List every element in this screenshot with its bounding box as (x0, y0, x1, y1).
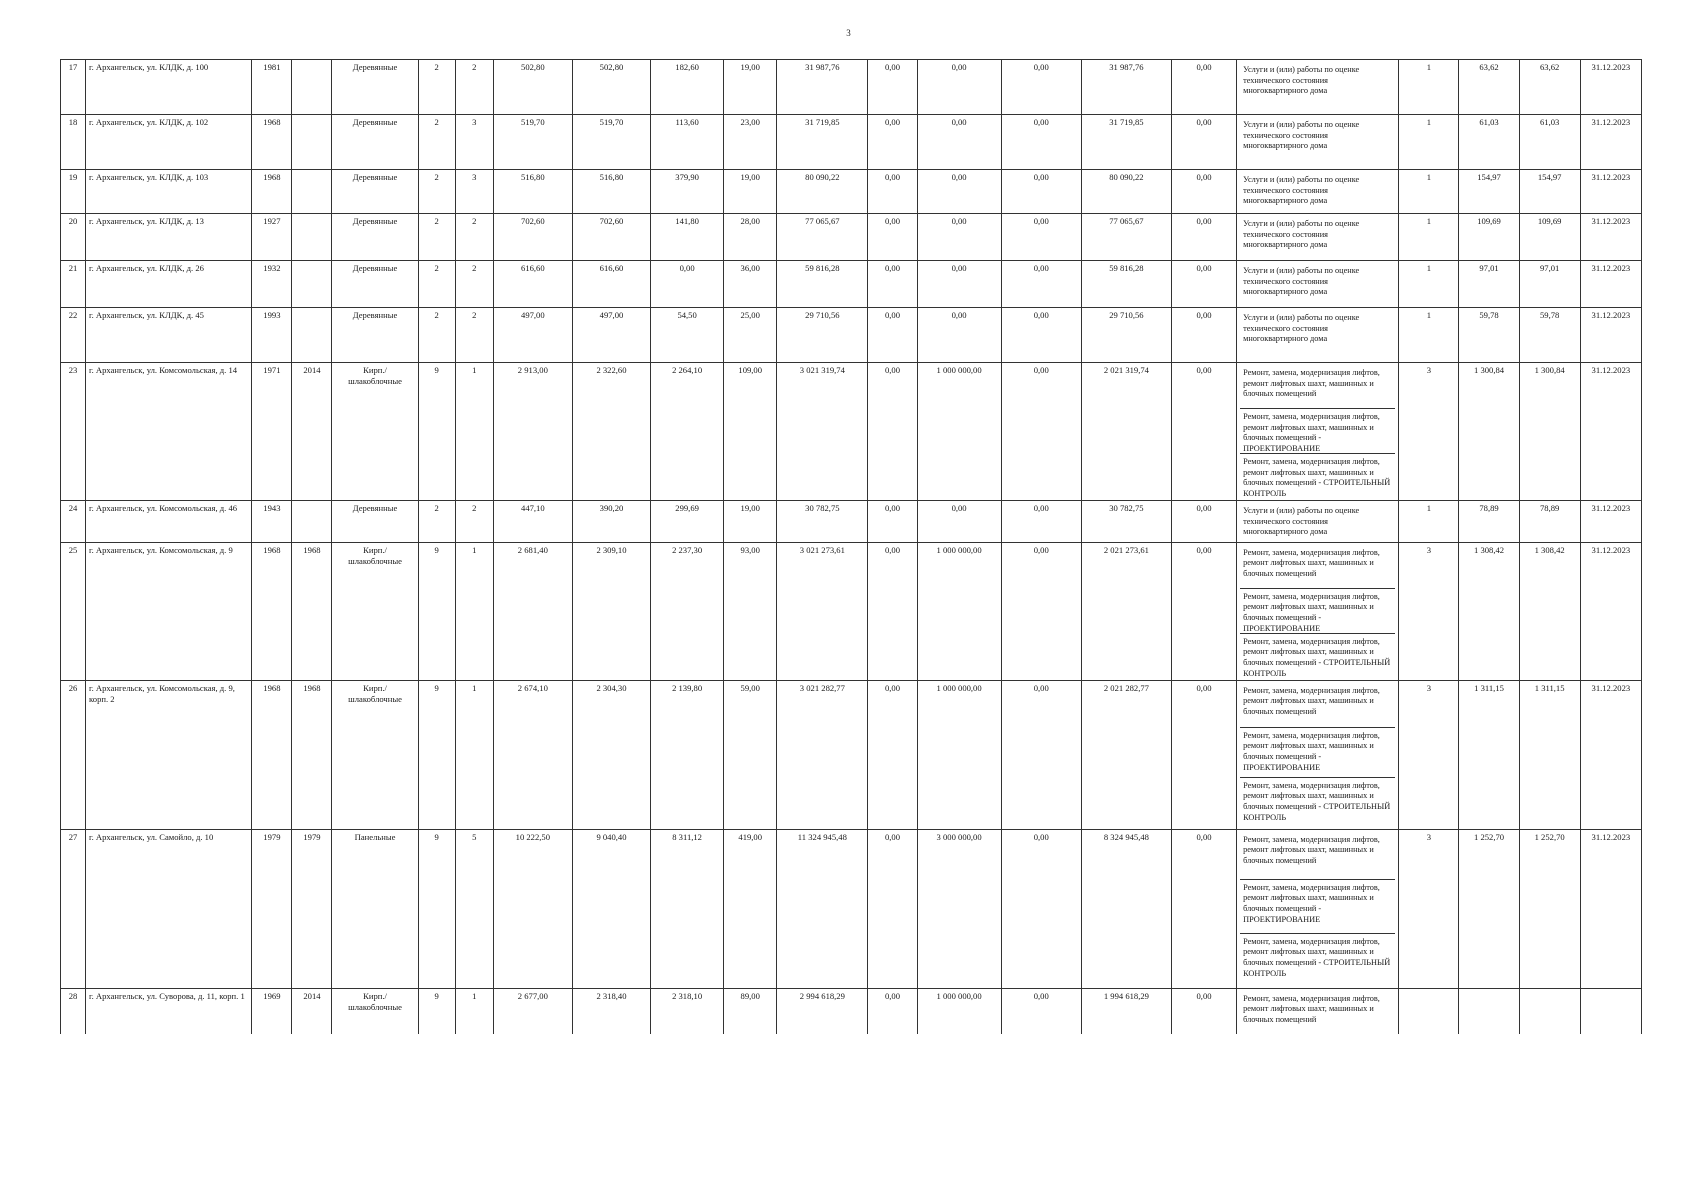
cell-area-living: 2 318,40 (572, 988, 650, 1034)
cell-address: г. Архангельск, ул. КЛДК, д. 103 (86, 170, 252, 214)
cell-fund-federal: 0,00 (868, 60, 917, 115)
cell-area-living: 497,00 (572, 308, 650, 363)
cell-fund-municipal: 0,00 (1001, 308, 1081, 363)
cell-fund-federal: 0,00 (868, 115, 917, 170)
cell-area-owned: 182,60 (651, 60, 724, 115)
cell-residents: 28,00 (724, 214, 777, 261)
cell-fund-regional: 0,00 (917, 308, 1001, 363)
cell-address: г. Архангельск, ул. Комсомольская, д. 9 (86, 542, 252, 680)
table-row (61, 170, 1642, 214)
cell-fund-municipal: 0,00 (1001, 261, 1081, 308)
cell-area-living: 2 309,10 (572, 542, 650, 680)
cell-cost-total: 3 021 273,61 (777, 542, 868, 680)
cell-residents: 23,00 (724, 115, 777, 170)
cell-cost-total: 2 994 618,29 (777, 988, 868, 1034)
cell-address: г. Архангельск, ул. КЛДК, д. 13 (86, 214, 252, 261)
cell-deadline: 31.12.2023 (1580, 363, 1641, 501)
cell-cost-total: 31 987,76 (777, 60, 868, 115)
cell-num: 21 (61, 261, 86, 308)
cell-year-overhaul (292, 115, 332, 170)
cell-num: 25 (61, 542, 86, 680)
cell-works (1237, 542, 1399, 680)
cell-area-owned: 2 139,80 (651, 680, 724, 829)
cell-floors: 2 (418, 501, 455, 543)
cell-entrances: 1 (455, 680, 493, 829)
work-item: Услуги и (или) работы по оценке технического состояния многоквартирного дома (1243, 65, 1360, 96)
cell-wall-material: Деревянные (332, 308, 418, 363)
cell-floors: 2 (418, 115, 455, 170)
cell-limit-cost (1519, 988, 1580, 1034)
cell-fund-owners: 59 816,28 (1081, 261, 1171, 308)
cell-num: 20 (61, 214, 86, 261)
cell-fund-regional: 3 000 000,00 (917, 829, 1001, 988)
cell-floors: 2 (418, 308, 455, 363)
cell-cost-total: 11 324 945,48 (777, 829, 868, 988)
cell-wall-material: Кирп./ шлакоблочные (332, 542, 418, 680)
cell-entrances: 5 (455, 829, 493, 988)
cell-works-count: 1 (1399, 60, 1459, 115)
cell-fund-owners: 2 021 273,61 (1081, 542, 1171, 680)
cell-fund-municipal: 0,00 (1001, 60, 1081, 115)
cell-year-built: 1968 (252, 115, 292, 170)
work-item: Ремонт, замена, модернизация лифтов, ремонт лифтовых шахт, машинных и блочных помещений - СТРОИТЕЛЬНЫЙ КОНТРОЛЬ (1243, 780, 1391, 822)
cell-fund-other: 0,00 (1171, 501, 1236, 543)
cell-fund-federal: 0,00 (868, 363, 917, 501)
table-row (61, 501, 1642, 543)
cell-residents: 419,00 (724, 829, 777, 988)
cell-cost-total: 77 065,67 (777, 214, 868, 261)
cell-limit-cost: 59,78 (1519, 308, 1580, 363)
work-item: Ремонт, замена, модернизация лифтов, ремонт лифтовых шахт, машинных и блочных помещений - ПРОЕКТИРОВАНИЕ (1240, 589, 1395, 634)
cell-fund-regional: 0,00 (917, 60, 1001, 115)
table-row (61, 363, 1642, 501)
cell-entrances: 2 (455, 501, 493, 543)
cell-fund-regional: 0,00 (917, 501, 1001, 543)
cell-year-overhaul (292, 170, 332, 214)
cell-unit-cost: 59,78 (1459, 308, 1519, 363)
table-row (61, 115, 1642, 170)
cell-area-living: 502,80 (572, 60, 650, 115)
cell-limit-cost: 63,62 (1519, 60, 1580, 115)
cell-deadline: 31.12.2023 (1580, 829, 1641, 988)
cell-area-total: 447,10 (493, 501, 572, 543)
cell-deadline: 31.12.2023 (1580, 308, 1641, 363)
cell-year-overhaul: 1968 (292, 542, 332, 680)
cell-works (1237, 308, 1399, 363)
cell-fund-municipal: 0,00 (1001, 680, 1081, 829)
cell-fund-regional: 1 000 000,00 (917, 680, 1001, 829)
cell-fund-municipal: 0,00 (1001, 170, 1081, 214)
page-number: 3 (846, 28, 851, 38)
cell-num: 23 (61, 363, 86, 501)
cell-fund-municipal: 0,00 (1001, 214, 1081, 261)
cell-fund-owners: 29 710,56 (1081, 308, 1171, 363)
work-item: Ремонт, замена, модернизация лифтов, ремонт лифтовых шахт, машинных и блочных помещений (1243, 993, 1380, 1025)
cell-fund-owners: 8 324 945,48 (1081, 829, 1171, 988)
cell-wall-material: Деревянные (332, 60, 418, 115)
cell-year-built: 1968 (252, 680, 292, 829)
cell-fund-municipal: 0,00 (1001, 829, 1081, 988)
cell-wall-material: Деревянные (332, 214, 418, 261)
cell-works (1237, 170, 1399, 214)
cell-area-total: 519,70 (493, 115, 572, 170)
cell-deadline: 31.12.2023 (1580, 214, 1641, 261)
cell-fund-other: 0,00 (1171, 60, 1236, 115)
cell-floors: 2 (418, 170, 455, 214)
cell-wall-material: Кирп./ шлакоблочные (332, 680, 418, 829)
cell-year-overhaul (292, 60, 332, 115)
cell-fund-municipal: 0,00 (1001, 988, 1081, 1034)
cell-area-owned: 54,50 (651, 308, 724, 363)
cell-fund-other: 0,00 (1171, 261, 1236, 308)
cell-area-owned: 2 237,30 (651, 542, 724, 680)
cell-fund-owners: 77 065,67 (1081, 214, 1171, 261)
cell-unit-cost: 97,01 (1459, 261, 1519, 308)
cell-num: 19 (61, 170, 86, 214)
cell-entrances: 1 (455, 363, 493, 501)
cell-address: г. Архангельск, ул. Комсомольская, д. 14 (86, 363, 252, 501)
cell-area-owned: 113,60 (651, 115, 724, 170)
cell-area-total: 10 222,50 (493, 829, 572, 988)
cell-deadline (1580, 988, 1641, 1034)
cell-cost-total: 29 710,56 (777, 308, 868, 363)
cell-num: 17 (61, 60, 86, 115)
cell-year-overhaul (292, 214, 332, 261)
cell-year-overhaul: 2014 (292, 988, 332, 1034)
cell-fund-other: 0,00 (1171, 542, 1236, 680)
cell-fund-federal: 0,00 (868, 542, 917, 680)
cell-year-overhaul (292, 501, 332, 543)
cell-fund-other: 0,00 (1171, 829, 1236, 988)
cell-fund-regional: 1 000 000,00 (917, 988, 1001, 1034)
cell-wall-material: Кирп./ шлакоблочные (332, 988, 418, 1034)
cell-cost-total: 3 021 319,74 (777, 363, 868, 501)
cell-floors: 2 (418, 261, 455, 308)
cell-area-owned: 0,00 (651, 261, 724, 308)
cell-area-owned: 379,90 (651, 170, 724, 214)
cell-residents: 19,00 (724, 60, 777, 115)
cell-unit-cost: 63,62 (1459, 60, 1519, 115)
cell-limit-cost: 1 308,42 (1519, 542, 1580, 680)
cell-area-living: 616,60 (572, 261, 650, 308)
table-row (61, 214, 1642, 261)
cell-floors: 2 (418, 60, 455, 115)
table-row (61, 988, 1642, 1034)
cell-year-overhaul (292, 261, 332, 308)
cell-area-owned: 299,69 (651, 501, 724, 543)
cell-fund-municipal: 0,00 (1001, 501, 1081, 543)
cell-area-living: 2 304,30 (572, 680, 650, 829)
cell-fund-federal: 0,00 (868, 829, 917, 988)
cell-fund-federal: 0,00 (868, 680, 917, 829)
cell-year-overhaul (292, 308, 332, 363)
cell-fund-federal: 0,00 (868, 988, 917, 1034)
cell-address: г. Архангельск, ул. Суворова, д. 11, корп. 1 (86, 988, 252, 1034)
cell-works (1237, 829, 1399, 988)
cell-entrances: 3 (455, 115, 493, 170)
cell-year-overhaul: 1968 (292, 680, 332, 829)
cell-works (1237, 501, 1399, 543)
cell-unit-cost: 78,89 (1459, 501, 1519, 543)
cell-works (1237, 214, 1399, 261)
cell-entrances: 2 (455, 60, 493, 115)
cell-area-total: 702,60 (493, 214, 572, 261)
cell-year-built: 1927 (252, 214, 292, 261)
cell-works-count: 1 (1399, 308, 1459, 363)
cell-address: г. Архангельск, ул. Самойло, д. 10 (86, 829, 252, 988)
cell-area-living: 516,80 (572, 170, 650, 214)
cell-wall-material: Деревянные (332, 170, 418, 214)
table-row (61, 261, 1642, 308)
cell-residents: 25,00 (724, 308, 777, 363)
cell-fund-other: 0,00 (1171, 115, 1236, 170)
cell-fund-federal: 0,00 (868, 501, 917, 543)
cell-deadline: 31.12.2023 (1580, 115, 1641, 170)
cell-fund-regional: 0,00 (917, 115, 1001, 170)
cell-deadline: 31.12.2023 (1580, 542, 1641, 680)
work-item: Ремонт, замена, модернизация лифтов, ремонт лифтовых шахт, машинных и блочных помещений (1240, 545, 1395, 589)
cell-deadline: 31.12.2023 (1580, 60, 1641, 115)
cell-floors: 9 (418, 680, 455, 829)
cell-fund-municipal: 0,00 (1001, 363, 1081, 501)
cell-wall-material: Деревянные (332, 501, 418, 543)
cell-year-built: 1981 (252, 60, 292, 115)
cell-area-total: 2 674,10 (493, 680, 572, 829)
cell-address: г. Архангельск, ул. Комсомольская, д. 46 (86, 501, 252, 543)
cell-year-built: 1969 (252, 988, 292, 1034)
cell-fund-federal: 0,00 (868, 170, 917, 214)
work-item: Услуги и (или) работы по оценке технического состояния многоквартирного дома (1243, 120, 1360, 151)
cell-floors: 9 (418, 542, 455, 680)
cell-deadline: 31.12.2023 (1580, 501, 1641, 543)
work-item: Ремонт, замена, модернизация лифтов, ремонт лифтовых шахт, машинных и блочных помещений (1240, 683, 1395, 728)
cell-unit-cost: 61,03 (1459, 115, 1519, 170)
cell-year-built: 1993 (252, 308, 292, 363)
cell-works-count: 1 (1399, 115, 1459, 170)
cell-fund-owners: 2 021 319,74 (1081, 363, 1171, 501)
cell-unit-cost: 1 308,42 (1459, 542, 1519, 680)
cell-area-total: 516,80 (493, 170, 572, 214)
cell-year-built: 1971 (252, 363, 292, 501)
cell-residents: 59,00 (724, 680, 777, 829)
cell-works (1237, 115, 1399, 170)
cell-unit-cost: 1 252,70 (1459, 829, 1519, 988)
cell-unit-cost: 154,97 (1459, 170, 1519, 214)
cell-area-total: 616,60 (493, 261, 572, 308)
cell-entrances: 2 (455, 261, 493, 308)
cell-fund-other: 0,00 (1171, 170, 1236, 214)
cell-works (1237, 60, 1399, 115)
cell-num: 26 (61, 680, 86, 829)
work-item: Услуги и (или) работы по оценке технического состояния многоквартирного дома (1243, 175, 1360, 206)
cell-wall-material: Кирп./ шлакоблочные (332, 363, 418, 501)
cell-area-owned: 2 318,10 (651, 988, 724, 1034)
cell-limit-cost: 97,01 (1519, 261, 1580, 308)
table-row (61, 308, 1642, 363)
table-row (61, 542, 1642, 680)
cell-address: г. Архангельск, ул. КЛДК, д. 26 (86, 261, 252, 308)
cell-limit-cost: 154,97 (1519, 170, 1580, 214)
cell-residents: 89,00 (724, 988, 777, 1034)
work-item: Ремонт, замена, модернизация лифтов, ремонт лифтовых шахт, машинных и блочных помещений (1240, 365, 1395, 409)
cell-year-built: 1968 (252, 170, 292, 214)
cell-num: 24 (61, 501, 86, 543)
work-item: Ремонт, замена, модернизация лифтов, ремонт лифтовых шахт, машинных и блочных помещений - СТРОИТЕЛЬНЫЙ КОНТРОЛЬ (1243, 636, 1391, 678)
table-row (61, 60, 1642, 115)
cell-residents: 36,00 (724, 261, 777, 308)
cell-area-owned: 8 311,12 (651, 829, 724, 988)
cell-cost-total: 59 816,28 (777, 261, 868, 308)
cell-fund-owners: 31 987,76 (1081, 60, 1171, 115)
cell-floors: 9 (418, 363, 455, 501)
work-item: Услуги и (или) работы по оценке технического состояния многоквартирного дома (1243, 266, 1360, 297)
cell-works-count: 1 (1399, 214, 1459, 261)
cell-entrances: 1 (455, 542, 493, 680)
cell-area-living: 702,60 (572, 214, 650, 261)
cell-deadline: 31.12.2023 (1580, 680, 1641, 829)
cell-fund-owners: 30 782,75 (1081, 501, 1171, 543)
work-item: Услуги и (или) работы по оценке технического состояния многоквартирного дома (1243, 219, 1360, 250)
table-row (61, 829, 1642, 988)
work-item: Ремонт, замена, модернизация лифтов, ремонт лифтовых шахт, машинных и блочных помещений (1240, 832, 1395, 880)
cell-area-living: 2 322,60 (572, 363, 650, 501)
cell-fund-municipal: 0,00 (1001, 115, 1081, 170)
cell-works-count: 3 (1399, 829, 1459, 988)
cell-area-total: 502,80 (493, 60, 572, 115)
cell-fund-other: 0,00 (1171, 680, 1236, 829)
cell-residents: 109,00 (724, 363, 777, 501)
work-item: Ремонт, замена, модернизация лифтов, ремонт лифтовых шахт, машинных и блочных помещений - СТРОИТЕЛЬНЫЙ КОНТРОЛЬ (1243, 457, 1391, 498)
work-item: Ремонт, замена, модернизация лифтов, ремонт лифтовых шахт, машинных и блочных помещений - СТРОИТЕЛЬНЫЙ КОНТРОЛЬ (1243, 936, 1391, 978)
cell-works-count: 3 (1399, 542, 1459, 680)
cell-fund-owners: 31 719,85 (1081, 115, 1171, 170)
cell-works (1237, 363, 1399, 501)
cell-address: г. Архангельск, ул. КЛДК, д. 45 (86, 308, 252, 363)
cell-limit-cost: 109,69 (1519, 214, 1580, 261)
cell-limit-cost: 61,03 (1519, 115, 1580, 170)
cell-fund-regional: 0,00 (917, 261, 1001, 308)
cell-wall-material: Деревянные (332, 115, 418, 170)
cell-limit-cost: 1 252,70 (1519, 829, 1580, 988)
cell-year-built: 1968 (252, 542, 292, 680)
cell-area-owned: 141,80 (651, 214, 724, 261)
cell-unit-cost: 1 300,84 (1459, 363, 1519, 501)
cell-works (1237, 988, 1399, 1034)
cell-entrances: 2 (455, 308, 493, 363)
cell-wall-material: Панельные (332, 829, 418, 988)
cell-works (1237, 261, 1399, 308)
cell-area-total: 497,00 (493, 308, 572, 363)
cell-floors: 2 (418, 214, 455, 261)
cell-fund-federal: 0,00 (868, 214, 917, 261)
cell-cost-total: 3 021 282,77 (777, 680, 868, 829)
work-item: Ремонт, замена, модернизация лифтов, ремонт лифтовых шахт, машинных и блочных помещений - ПРОЕКТИРОВАНИЕ (1240, 880, 1395, 934)
cell-fund-regional: 0,00 (917, 214, 1001, 261)
cell-fund-federal: 0,00 (868, 261, 917, 308)
work-item: Услуги и (или) работы по оценке технического состояния многоквартирного дома (1243, 506, 1360, 537)
cell-fund-other: 0,00 (1171, 363, 1236, 501)
cell-area-living: 390,20 (572, 501, 650, 543)
cell-limit-cost: 1 311,15 (1519, 680, 1580, 829)
cell-area-total: 2 913,00 (493, 363, 572, 501)
cell-cost-total: 30 782,75 (777, 501, 868, 543)
cell-fund-regional: 1 000 000,00 (917, 542, 1001, 680)
cell-num: 18 (61, 115, 86, 170)
cell-deadline: 31.12.2023 (1580, 261, 1641, 308)
cell-fund-owners: 80 090,22 (1081, 170, 1171, 214)
cell-area-living: 519,70 (572, 115, 650, 170)
cell-fund-owners: 2 021 282,77 (1081, 680, 1171, 829)
cell-fund-other: 0,00 (1171, 988, 1236, 1034)
cell-unit-cost (1459, 988, 1519, 1034)
cell-wall-material: Деревянные (332, 261, 418, 308)
cell-fund-regional: 0,00 (917, 170, 1001, 214)
cell-works-count: 1 (1399, 261, 1459, 308)
cell-entrances: 2 (455, 214, 493, 261)
capital-repair-register-table (60, 59, 1642, 1034)
cell-fund-municipal: 0,00 (1001, 542, 1081, 680)
cell-entrances: 3 (455, 170, 493, 214)
cell-area-living: 9 040,40 (572, 829, 650, 988)
register-body (61, 60, 1642, 1035)
cell-floors: 9 (418, 829, 455, 988)
cell-year-built: 1932 (252, 261, 292, 308)
cell-limit-cost: 78,89 (1519, 501, 1580, 543)
cell-address: г. Архангельск, ул. КЛДК, д. 100 (86, 60, 252, 115)
cell-cost-total: 80 090,22 (777, 170, 868, 214)
cell-year-built: 1943 (252, 501, 292, 543)
cell-fund-federal: 0,00 (868, 308, 917, 363)
cell-num: 27 (61, 829, 86, 988)
work-item: Услуги и (или) работы по оценке технического состояния многоквартирного дома (1243, 313, 1360, 344)
cell-fund-regional: 1 000 000,00 (917, 363, 1001, 501)
cell-works (1237, 680, 1399, 829)
cell-num: 22 (61, 308, 86, 363)
cell-works-count: 1 (1399, 501, 1459, 543)
cell-fund-other: 0,00 (1171, 214, 1236, 261)
cell-unit-cost: 1 311,15 (1459, 680, 1519, 829)
cell-year-built: 1979 (252, 829, 292, 988)
cell-residents: 19,00 (724, 170, 777, 214)
work-item: Ремонт, замена, модернизация лифтов, ремонт лифтовых шахт, машинных и блочных помещений - ПРОЕКТИРОВАНИЕ (1240, 409, 1395, 454)
cell-area-total: 2 677,00 (493, 988, 572, 1034)
cell-cost-total: 31 719,85 (777, 115, 868, 170)
cell-limit-cost: 1 300,84 (1519, 363, 1580, 501)
cell-fund-other: 0,00 (1171, 308, 1236, 363)
cell-works-count: 3 (1399, 363, 1459, 501)
cell-deadline: 31.12.2023 (1580, 170, 1641, 214)
cell-works-count: 3 (1399, 680, 1459, 829)
cell-residents: 93,00 (724, 542, 777, 680)
cell-address: г. Архангельск, ул. КЛДК, д. 102 (86, 115, 252, 170)
cell-floors: 9 (418, 988, 455, 1034)
cell-year-overhaul: 2014 (292, 363, 332, 501)
cell-unit-cost: 109,69 (1459, 214, 1519, 261)
cell-works-count: 1 (1399, 170, 1459, 214)
cell-area-owned: 2 264,10 (651, 363, 724, 501)
cell-area-total: 2 681,40 (493, 542, 572, 680)
cell-works-count (1399, 988, 1459, 1034)
cell-address: г. Архангельск, ул. Комсомольская, д. 9, корп. 2 (86, 680, 252, 829)
cell-entrances: 1 (455, 988, 493, 1034)
work-item: Ремонт, замена, модернизация лифтов, ремонт лифтовых шахт, машинных и блочных помещений - ПРОЕКТИРОВАНИЕ (1240, 728, 1395, 778)
table-row (61, 680, 1642, 829)
cell-fund-owners: 1 994 618,29 (1081, 988, 1171, 1034)
cell-residents: 19,00 (724, 501, 777, 543)
cell-num: 28 (61, 988, 86, 1034)
cell-year-overhaul: 1979 (292, 829, 332, 988)
